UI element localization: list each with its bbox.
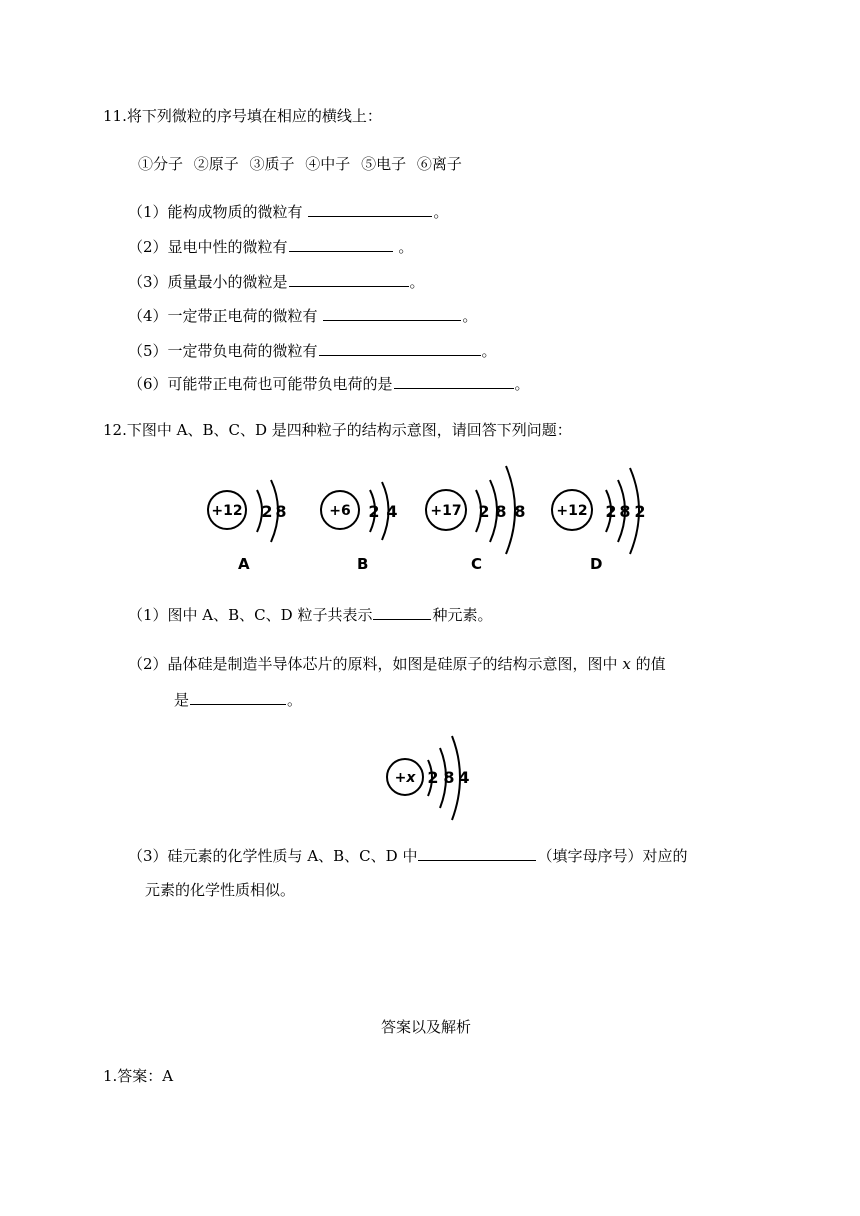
- atom-label-a: A: [238, 555, 250, 573]
- q12-sub-2-prefix: 是: [174, 691, 190, 709]
- answer-blank[interactable]: [289, 237, 393, 252]
- silicon-atom-diagram: [384, 730, 484, 829]
- shell-electrons: 8: [495, 502, 507, 521]
- shell-electrons: 8: [443, 768, 455, 787]
- variable-x: x: [622, 655, 631, 673]
- q12-sub-2-line2: [174, 690, 302, 710]
- q11-item-4-end: 。: [462, 307, 478, 325]
- q11-title: 11.将下列微粒的序号填在相应的横线上：: [103, 107, 382, 125]
- q12-sub-2-text: （2）晶体硅是制造半导体芯片的原料，如图是硅原子的结构示意图，图中: [128, 655, 623, 673]
- q11-item-4: [128, 306, 477, 326]
- shell-electrons: 2: [261, 502, 273, 521]
- q11-item-2-text: （2）显电中性的微粒有: [128, 238, 288, 256]
- q11-item-5-text: （5）一定带负电荷的微粒有: [128, 342, 318, 360]
- q11-item-6: [128, 374, 530, 394]
- q11-item-6-end: 。: [514, 375, 530, 393]
- q11-item-3-text: （3）质量最小的微粒是: [128, 273, 288, 291]
- nucleus-charge: +x: [394, 770, 416, 786]
- q12-sub-3-line2: 元素的化学性质相似。: [145, 881, 296, 899]
- shell-electrons: 2: [634, 502, 646, 521]
- answer-blank[interactable]: [394, 374, 514, 389]
- q12-sub-2-end: 。: [287, 691, 303, 709]
- q11-item-3: [128, 272, 425, 292]
- q11-item-1-text: （1）能构成物质的微粒有: [128, 203, 308, 221]
- q11-item-1: [128, 202, 448, 222]
- answer-blank[interactable]: [373, 605, 431, 620]
- q11-item-3-end: 。: [409, 273, 425, 291]
- q12-sub-3-end: （填字母序号）对应的: [537, 847, 688, 865]
- shell-electrons: 2: [427, 768, 439, 787]
- q11-item-4-text: （4）一定带正电荷的微粒有: [128, 307, 323, 325]
- shell-electrons: 4: [386, 502, 398, 521]
- q12-sub-3-text: （3）硅元素的化学性质与 A、B、C、D 中: [128, 847, 418, 865]
- q12-title: 12.下图中 A、B、C、D 是四种粒子的结构示意图，请回答下列问题：: [103, 421, 572, 439]
- q12-sub-1-text: （1）图中 A、B、C、D 粒子共表示: [128, 606, 373, 624]
- atom-label-c: C: [471, 555, 483, 573]
- q12-sub-3-line1: [128, 846, 687, 866]
- shell-electrons: 4: [458, 768, 470, 787]
- q11-item-5-end: 。: [481, 342, 497, 360]
- shell-electrons: 8: [619, 502, 631, 521]
- answer-blank[interactable]: [190, 690, 286, 705]
- answer-blank[interactable]: [418, 846, 536, 861]
- atom-label-b: B: [357, 555, 369, 573]
- nucleus-charge: +12: [211, 503, 243, 519]
- q11-options: ①分子 ②原子 ③质子 ④中子 ⑤电子 ⑥离子: [138, 155, 462, 173]
- q11-item-2-end: 。: [393, 238, 414, 256]
- answer-blank[interactable]: [308, 202, 432, 217]
- nucleus-charge: +17: [430, 503, 462, 519]
- atom-diagram-a: [205, 470, 305, 564]
- q12-sub-2-text-end: 的值: [630, 655, 666, 673]
- atom-diagram-b: [318, 470, 418, 564]
- q12-sub-1: [128, 605, 492, 625]
- answer-blank[interactable]: [289, 272, 409, 287]
- shell-electrons: 8: [514, 502, 526, 521]
- atom-diagram-d: [550, 462, 660, 566]
- q11-item-5: [128, 341, 497, 361]
- atom-diagram-c: [424, 462, 534, 566]
- answers-heading: 答案以及解析: [381, 1018, 472, 1036]
- shell-electrons: 2: [368, 502, 380, 521]
- shell-electrons: 8: [275, 502, 287, 521]
- q11-item-2: [128, 237, 413, 257]
- answer-blank[interactable]: [319, 341, 481, 356]
- answer-blank[interactable]: [323, 306, 461, 321]
- q12-sub-1-end: 种元素。: [432, 606, 493, 624]
- atom-label-d: D: [590, 555, 603, 573]
- shell-electrons: 2: [605, 502, 617, 521]
- q11-item-1-end: 。: [433, 203, 449, 221]
- q11-item-6-text: （6）可能带正电荷也可能带负电荷的是: [128, 375, 393, 393]
- q12-sub-2-line1: [128, 654, 666, 674]
- answer-1: 1.答案：A: [103, 1067, 174, 1085]
- nucleus-charge: +6: [329, 503, 351, 519]
- nucleus-charge: +12: [556, 503, 588, 519]
- shell-electrons: 2: [478, 502, 490, 521]
